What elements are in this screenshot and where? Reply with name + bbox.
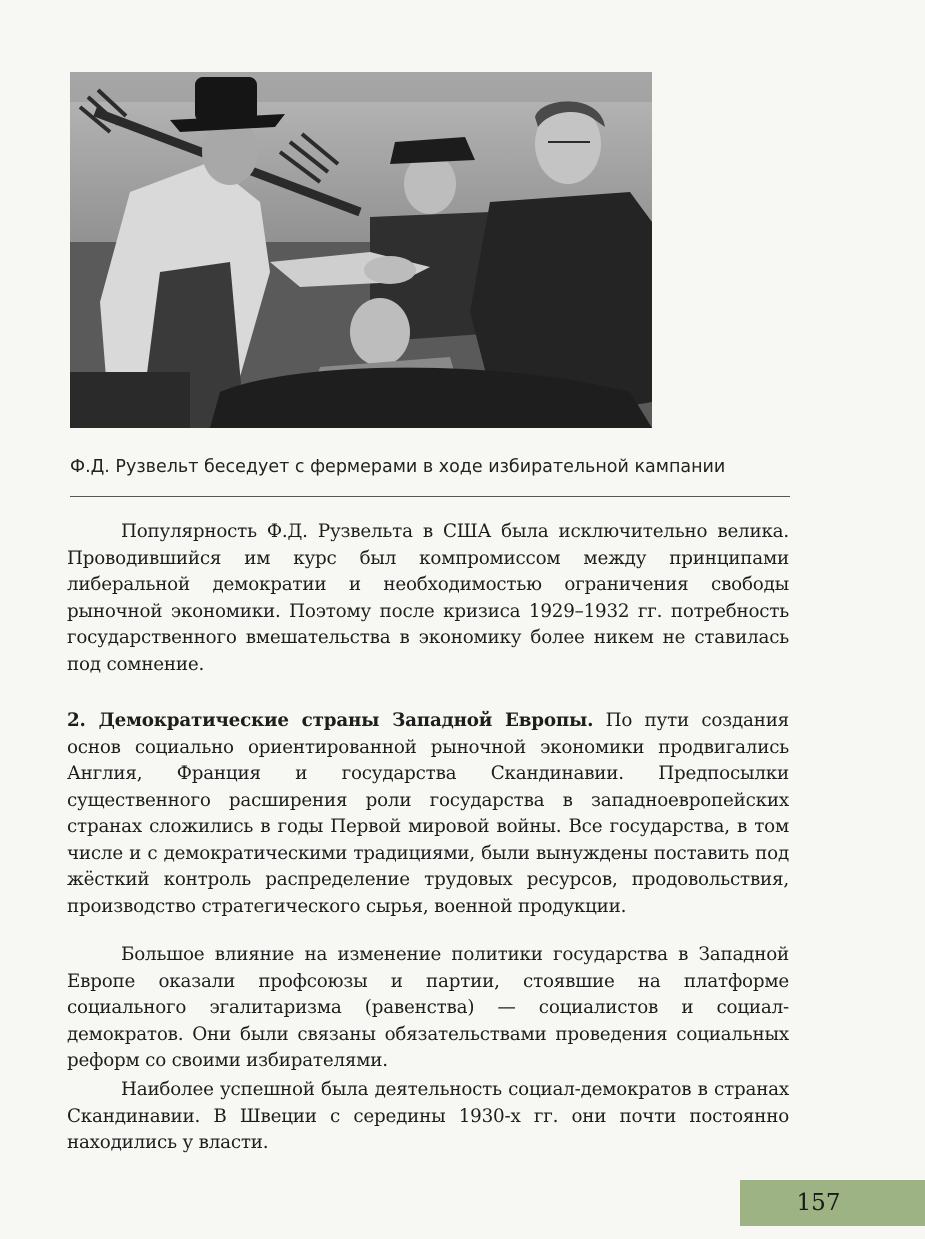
paragraph-text: Популярность Ф.Д. Рузвельта в США была исключительно велика. Проводившийся им курс был компромиссом между принципами либеральной демократии и необходимостью ограничения свободы рыночной экономики. Поэтому после кризиса 1929–1932 гг. потребность государственного вмешательства в экономику более никем не ставилась под сомнение. (67, 521, 789, 675)
section-heading: 2. Демократические страны Западной Европы. (67, 710, 594, 731)
paragraph-text: Большое влияние на изменение политики государства в Западной Европе оказали профсоюзы и партии, стоявшие на платформе социального эгалитаризма (равенства) — социалистов и социал-демократов. Они были связаны обязательствами проведения социальных реформ со своими избирателями. (67, 944, 789, 1071)
section-body: По пути создания основ социально ориентированной рыночной экономики продвигались Англия, Франция и государства Скандинавии. Предпосылки существенного расширения роли государства в западноевропейских странах сложились в годы Первой мировой войны. Все государства, в том числе и с демократическими традициями, были вынуждены поставить под жёсткий контроль распределение трудовых ресурсов, продовольствия, производство стратегического сырья, военной продукции. (67, 710, 790, 917)
paragraph-text: Наиболее успешной была деятельность социал-демократов в странах Скандинавии. В Швеции с середины 1930-х гг. они почти постоянно находились у власти. (67, 1079, 789, 1153)
photo-illustration (70, 72, 652, 428)
caption-divider (70, 496, 790, 497)
paragraph-scandinavia (67, 1077, 789, 1157)
roosevelt-farmers-photo (70, 72, 652, 428)
section-paragraph (67, 708, 789, 920)
photo-caption: Ф.Д. Рузвельт беседует с фермерами в ходе избирательной кампании (70, 457, 726, 477)
section-western-europe (67, 708, 789, 920)
page-number: 157 (740, 1180, 925, 1226)
paragraph-roosevelt-popularity (67, 519, 789, 678)
paragraph-trade-unions (67, 942, 789, 1075)
